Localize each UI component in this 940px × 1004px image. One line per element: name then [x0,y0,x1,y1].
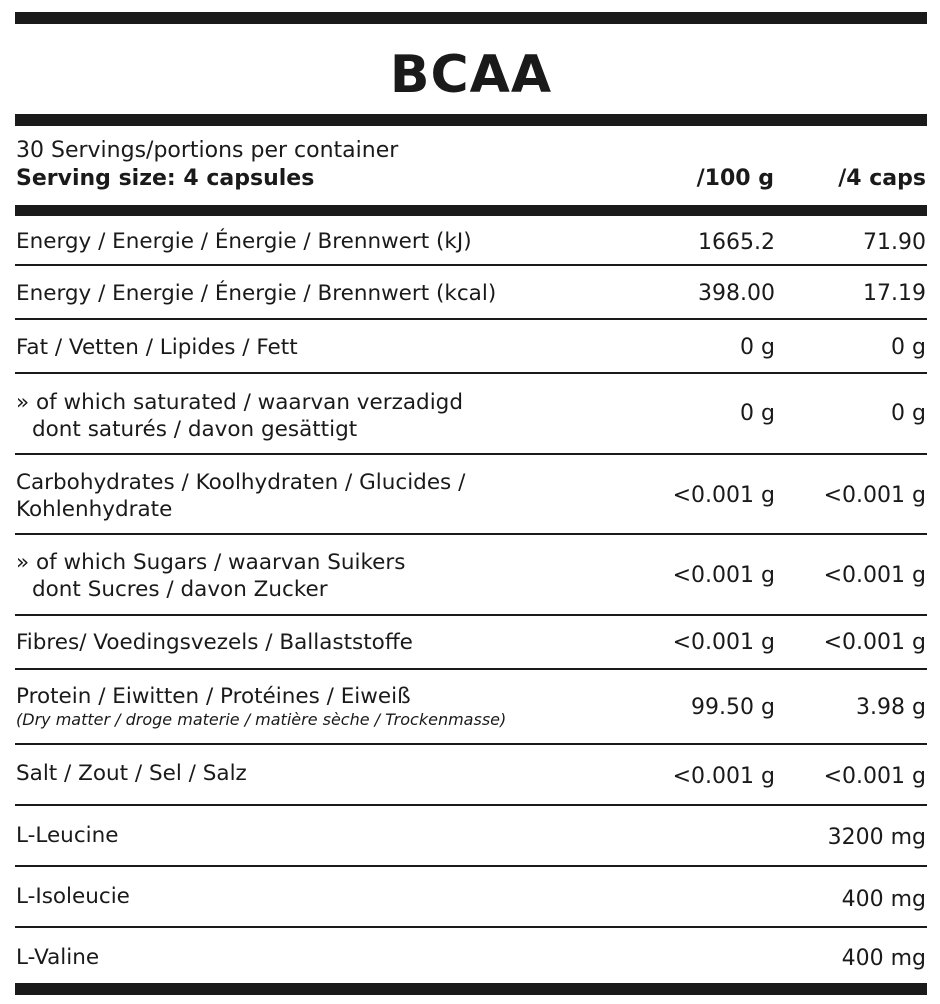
value-per-serving: 17.19 [863,281,926,306]
table-row [15,744,927,804]
value-per-100g: 0 g [740,335,775,360]
nutrient-label [16,549,405,603]
value-per-100g: 0 g [740,401,775,426]
bottom-border [15,983,927,995]
value-per-serving: 400 mg [841,887,926,912]
value-per-100g: 398.00 [698,281,775,306]
product-title: BCAA [389,45,553,105]
value-per-100g: 99.50 g [691,695,775,720]
nutrient-label: Salt / Zout / Sel / Salz [16,761,247,786]
table-row [15,319,927,372]
servings-per-container: 30 Servings/portions per container [16,138,399,163]
serving-size: Serving size: 4 capsules [16,166,315,191]
nutrient-label-line2: dont Sucres / davon Zucker [32,577,328,602]
table-row [15,454,927,534]
table-row [15,216,927,264]
nutrient-label [16,389,463,443]
value-per-serving: <0.001 g [823,483,926,508]
value-per-100g: 1665.2 [698,230,775,255]
nutrient-label [16,683,506,730]
table-row [15,265,927,318]
title-divider [15,114,927,126]
nutrient-label-line1: Protein / Eiwitten / Protéines / Eiweiß [16,684,411,709]
value-per-100g: <0.001 g [672,764,775,789]
table-row [15,866,927,926]
amino-acid-label: L-Valine [16,945,100,970]
nutrient-label: Energy / Energie / Énergie / Brennwert (kcal) [16,281,497,306]
value-per-serving: 3200 mg [827,825,926,850]
table-row [15,615,927,668]
nutrient-label-line1: Carbohydrates / Koolhydraten / Glucides / [16,470,466,495]
header-divider [15,205,927,216]
value-per-serving: 400 mg [841,946,926,971]
nutrient-label: Fibres/ Voedingsvezels / Ballaststoffe [16,630,413,655]
table-row [15,534,927,614]
value-per-serving: 0 g [891,335,926,360]
column-header-serving: /4 caps [838,166,926,191]
value-per-serving: 0 g [891,401,926,426]
value-per-100g: <0.001 g [672,483,775,508]
top-border [15,12,927,24]
amino-acid-label: L-Isoleucie [16,884,130,909]
table-row [15,669,927,743]
value-per-serving: 71.90 [863,230,926,255]
table-row [15,927,927,983]
value-per-serving: <0.001 g [823,630,926,655]
nutrient-label-line1: » of which Sugars / waarvan Suikers [16,550,406,575]
table-row [15,805,927,865]
nutrient-label: Energy / Energie / Énergie / Brennwert (kJ) [16,229,472,254]
nutrient-label: Fat / Vetten / Lipides / Fett [16,335,298,360]
value-per-serving: 3.98 g [856,695,926,720]
value-per-serving: <0.001 g [823,764,926,789]
nutrient-label-line2: Kohlenhydrate [16,497,173,522]
table-row [15,373,927,453]
value-per-100g: <0.001 g [672,563,775,588]
amino-acid-label: L-Leucine [16,823,119,848]
column-header-100g: /100 g [696,166,774,191]
nutrient-sublabel: (Dry matter / droge materie / matière sèche / Trockenmasse) [16,710,507,729]
value-per-100g: <0.001 g [672,630,775,655]
value-per-serving: <0.001 g [823,563,926,588]
nutrient-label [16,469,465,523]
nutrient-label-line1: » of which saturated / waarvan verzadigd [16,390,463,415]
nutrient-label-line2: dont saturés / davon gesättigt [32,417,358,442]
